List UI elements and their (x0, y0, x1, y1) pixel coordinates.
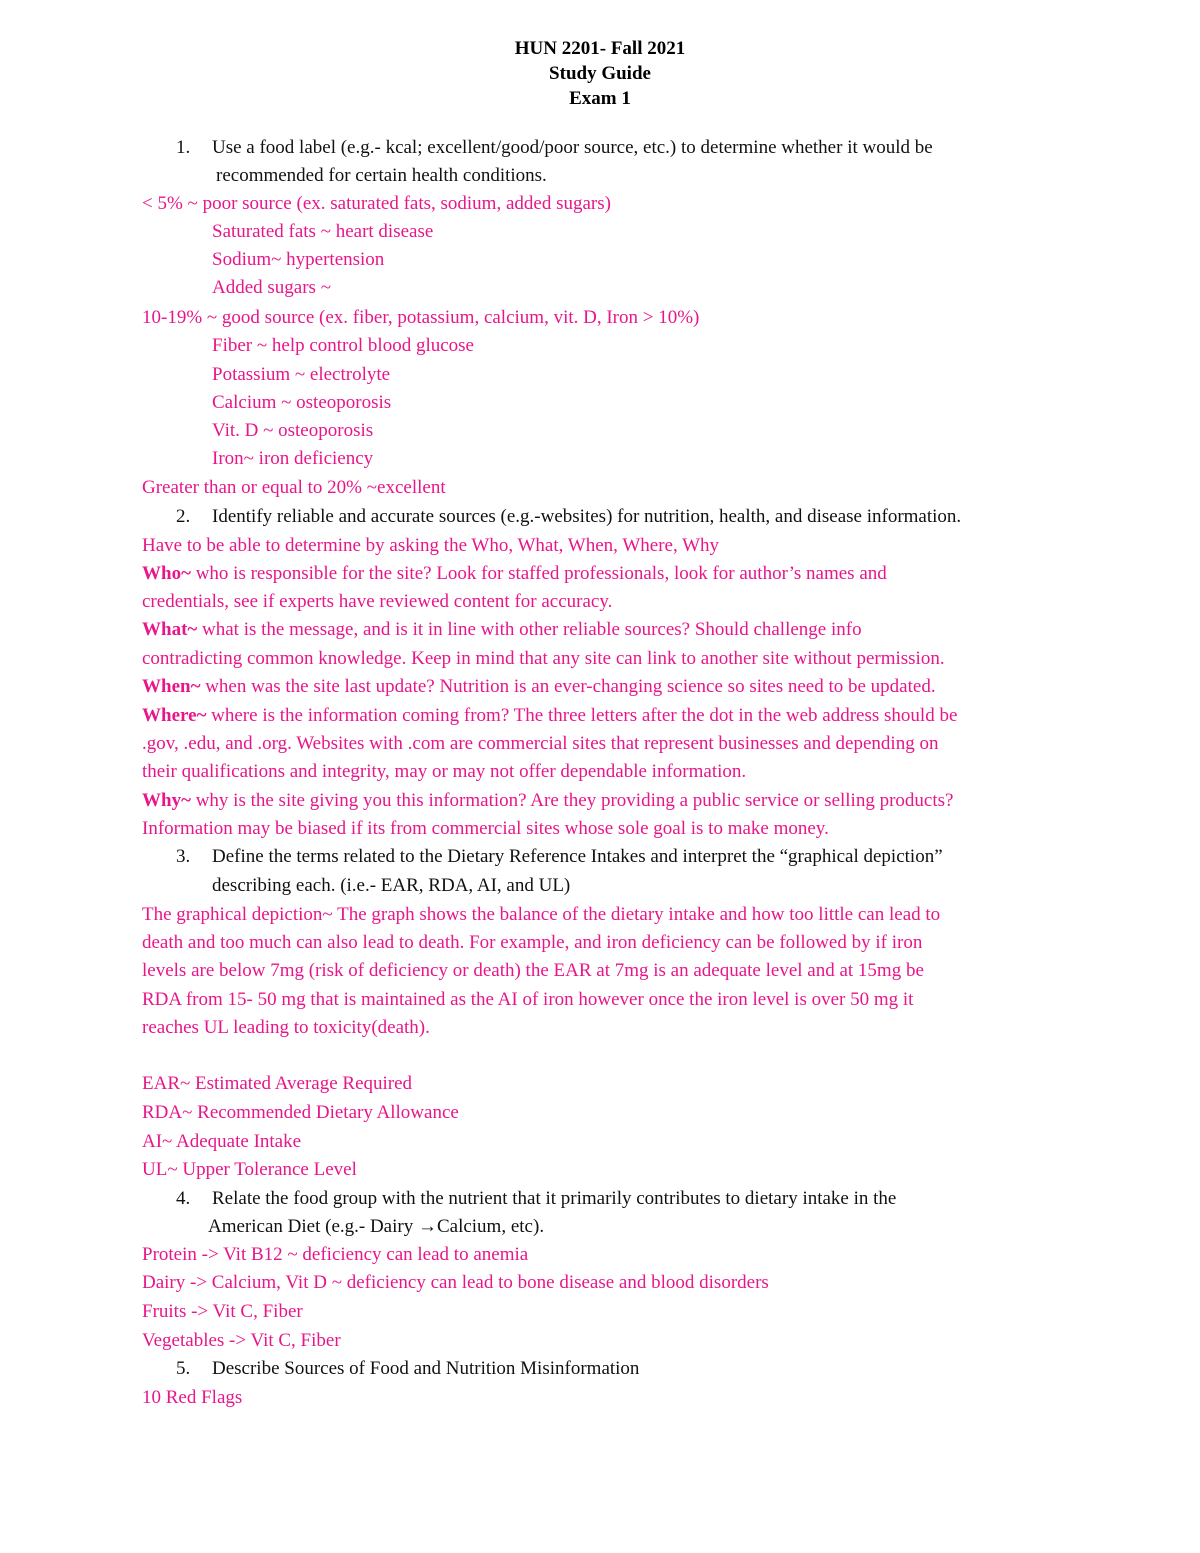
doc-exam: Exam 1 (569, 88, 631, 109)
q3-line1: Define the terms related to the Dietary Reference Intakes and interpret the “graphical depiction” (212, 846, 943, 867)
a2-when-line (142, 673, 936, 701)
q1-line1: Use a food label (e.g.- kcal; excellent/good/poor source, etc.) to determine whether it would be (212, 137, 933, 158)
a1-excellent: Greater than or equal to 20% ~excellent (142, 477, 446, 498)
a1-good-item: Potassium ~ electrolyte (212, 364, 391, 385)
a2-where-line (142, 702, 957, 730)
a2-when-label: When~ (142, 676, 201, 697)
q3-number: 3. (176, 846, 191, 867)
q4-number: 4. (176, 1188, 191, 1209)
a3-graph-line: RDA from 15- 50 mg that is maintained as the AI of iron however once the iron level is over 50 mg it (142, 989, 914, 1010)
a1-good-item: Calcium ~ osteoporosis (212, 392, 392, 413)
a4-item: Fruits -> Vit C, Fiber (142, 1301, 303, 1322)
a1-good-item: Fiber ~ help control blood glucose (212, 335, 474, 356)
a2-why-line (142, 787, 953, 815)
a1-good: 10-19% ~ good source (ex. fiber, potassium, calcium, vit. D, Iron > 10%) (142, 307, 700, 328)
a5-text: 10 Red Flags (142, 1387, 243, 1408)
a1-poor: < 5% ~ poor source (ex. saturated fats, sodium, added sugars) (142, 193, 611, 214)
q2-number: 2. (176, 506, 191, 527)
a2-intro: Have to be able to determine by asking the Who, What, When, Where, Why (142, 535, 720, 556)
a2-who-line (142, 560, 887, 588)
a2-where-line3: their qualifications and integrity, may or may not offer dependable information. (142, 761, 747, 782)
a2-why-line2: Information may be biased if its from commercial sites whose sole goal is to make money. (142, 818, 829, 839)
doc-title: HUN 2201- Fall 2021 (514, 38, 686, 59)
q5-number: 5. (176, 1358, 191, 1379)
q4-line2: American Diet (e.g.- Dairy →Calcium, etc). (208, 1216, 545, 1237)
a1-poor-item: Added sugars ~ (212, 277, 331, 298)
a2-where-line2: .gov, .edu, and .org. Websites with .com are commercial sites that represent businesses and depending on (142, 733, 939, 754)
a3-graph-line: reaches UL leading to toxicity(death). (142, 1017, 430, 1038)
a2-what-label: What~ (142, 619, 198, 640)
a3-term-rda: RDA~ Recommended Dietary Allowance (142, 1102, 459, 1123)
a3-graph-line: death and too much can also lead to death. For example, and iron deficiency can be followed by if iron (142, 932, 923, 953)
a4-item: Vegetables -> Vit C, Fiber (142, 1330, 341, 1351)
a1-poor-item: Sodium~ hypertension (212, 249, 385, 270)
a2-where-label: Where~ (142, 705, 207, 726)
q3-line2: describing each. (i.e.- EAR, RDA, AI, and UL) (212, 875, 571, 896)
a2-when-text: when was the site last update? Nutrition is an ever-changing science so sites need to be updated. (200, 676, 936, 697)
a2-what-line2: contradicting common knowledge. Keep in mind that any site can link to another site without permission. (142, 648, 945, 669)
a3-graph-line: levels are below 7mg (risk of deficiency or death) the EAR at 7mg is an adequate level and at 15mg be (142, 960, 924, 981)
a2-who-text: who is responsible for the site? Look for staffed professionals, look for author’s names and (190, 563, 887, 584)
a2-what-line (142, 616, 862, 644)
a3-term-ul: UL~ Upper Tolerance Level (142, 1159, 357, 1180)
a2-why-label: Why~ (142, 790, 191, 811)
q1-number: 1. (176, 137, 191, 158)
a1-poor-item: Saturated fats ~ heart disease (212, 221, 434, 242)
a4-item: Protein -> Vit B12 ~ deficiency can lead to anemia (142, 1244, 529, 1265)
a4-item: Dairy -> Calcium, Vit D ~ deficiency can lead to bone disease and blood disorders (142, 1272, 769, 1293)
a2-who-line2: credentials, see if experts have reviewed content for accuracy. (142, 591, 613, 612)
q1-line2: recommended for certain health conditions. (216, 165, 547, 186)
a2-what-text: what is the message, and is it in line with other reliable sources? Should challenge info (197, 619, 862, 640)
a3-term-ai: AI~ Adequate Intake (142, 1131, 302, 1152)
q2-line1: Identify reliable and accurate sources (e.g.-websites) for nutrition, health, and disease information. (212, 506, 962, 527)
q4-line1: Relate the food group with the nutrient that it primarily contributes to dietary intake in the (212, 1188, 897, 1209)
a3-graph-line: The graphical depiction~ The graph shows the balance of the dietary intake and how too little can lead to (142, 904, 941, 925)
a2-who-label: Who~ (142, 563, 191, 584)
a2-where-text: where is the information coming from? The three letters after the dot in the web address should be (206, 705, 958, 726)
a1-good-item: Vit. D ~ osteoporosis (212, 420, 374, 441)
doc-subtitle: Study Guide (549, 63, 651, 84)
q5-line1: Describe Sources of Food and Nutrition Misinformation (212, 1358, 640, 1379)
a2-why-text: why is the site giving you this information? Are they providing a public service or selling products? (190, 790, 954, 811)
a1-good-item: Iron~ iron deficiency (212, 448, 374, 469)
a3-term-ear: EAR~ Estimated Average Required (142, 1073, 413, 1094)
